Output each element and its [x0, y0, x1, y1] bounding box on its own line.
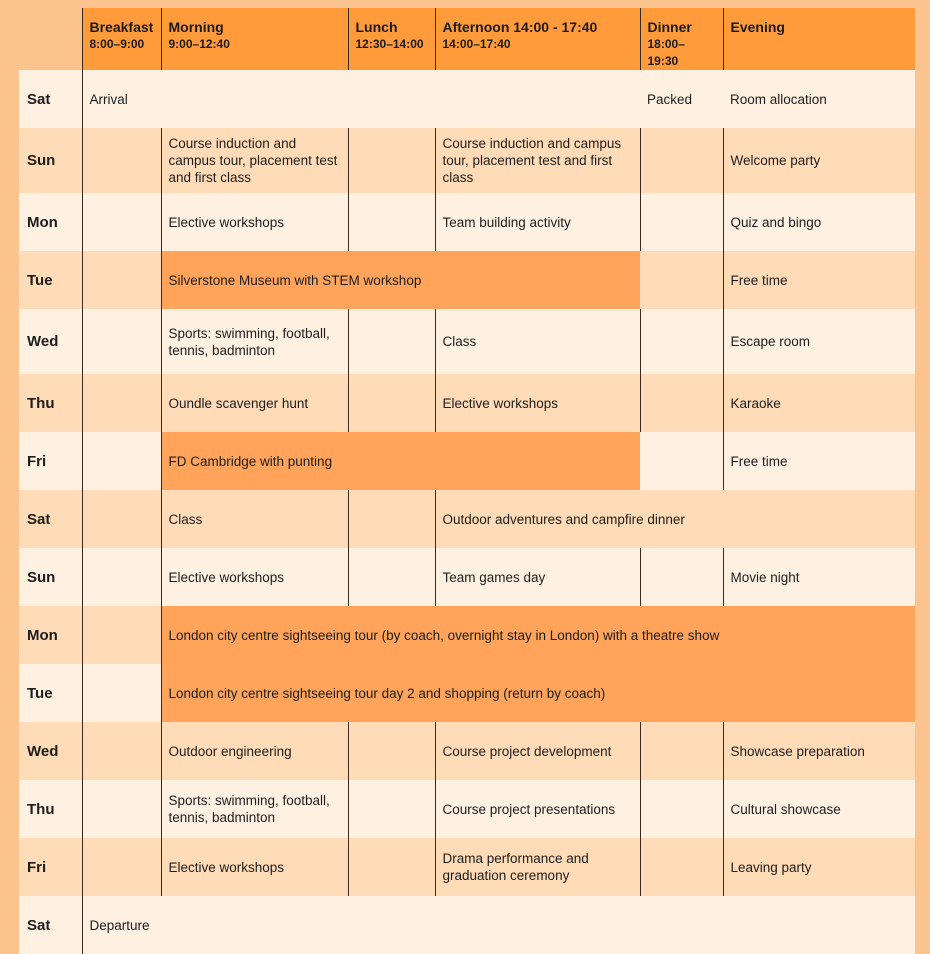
departure-cell: Departure [82, 896, 915, 954]
trip-cell: FD Cambridge with punting [161, 432, 640, 490]
table-row [19, 722, 915, 780]
trip-cell: Silverstone Museum with STEM workshop [161, 251, 640, 309]
header-evening: Evening [723, 8, 915, 70]
day-cell: Wed [19, 722, 82, 780]
afternoon-cell: Course project development [435, 722, 640, 780]
day-cell: Fri [19, 838, 82, 896]
dinner-cell [640, 838, 723, 896]
schedule-table [19, 8, 915, 954]
afternoon-cell: Course induction and campus tour, placement test and first class [435, 128, 640, 193]
evening-cell: Welcome party [723, 128, 915, 193]
dinner-cell: Packed [640, 70, 723, 128]
table-row [19, 432, 915, 490]
breakfast-cell [82, 780, 161, 838]
afternoon-cell: Team games day [435, 548, 640, 606]
table-row [19, 70, 915, 128]
dinner-cell [640, 432, 723, 490]
day-cell: Sat [19, 70, 82, 128]
afternoon-cell: Course project presentations [435, 780, 640, 838]
lunch-cell [348, 780, 435, 838]
table-row [19, 838, 915, 896]
afternoon-cell: Elective workshops [435, 374, 640, 432]
afternoon-cell: Drama performance and graduation ceremony [435, 838, 640, 896]
day-cell: Tue [19, 664, 82, 722]
header-morning: Morning 9:00–12:40 [161, 8, 348, 70]
afternoon-cell: Team building activity [435, 193, 640, 251]
table-row [19, 606, 915, 664]
evening-cell: Free time [723, 432, 915, 490]
header-dinner: Dinner 18:00–19:30 [640, 8, 723, 70]
day-cell: Mon [19, 193, 82, 251]
day-cell: Tue [19, 251, 82, 309]
evening-cell: Leaving party [723, 838, 915, 896]
dinner-cell [640, 193, 723, 251]
breakfast-cell [82, 548, 161, 606]
morning-cell: Elective workshops [161, 838, 348, 896]
breakfast-cell [82, 838, 161, 896]
table-row [19, 490, 915, 548]
dinner-cell [640, 251, 723, 309]
day-cell: Mon [19, 606, 82, 664]
afternoon-cell: Outdoor adventures and campfire dinner [435, 490, 915, 548]
day-cell: Sat [19, 490, 82, 548]
lunch-cell [348, 548, 435, 606]
morning-cell: Class [161, 490, 348, 548]
table-row [19, 193, 915, 251]
breakfast-cell [82, 309, 161, 374]
dinner-cell [640, 128, 723, 193]
evening-cell: Movie night [723, 548, 915, 606]
afternoon-cell: Class [435, 309, 640, 374]
header-lunch: Lunch 12:30–14:00 [348, 8, 435, 70]
table-row [19, 374, 915, 432]
evening-cell: Room allocation [723, 70, 915, 128]
lunch-cell [348, 490, 435, 548]
lunch-cell [348, 374, 435, 432]
morning-cell: Course induction and campus tour, placement test and first class [161, 128, 348, 193]
day-cell: Wed [19, 309, 82, 374]
evening-cell: Escape room [723, 309, 915, 374]
day-cell: Sun [19, 128, 82, 193]
table-row [19, 128, 915, 193]
breakfast-cell [82, 606, 161, 664]
evening-cell: Karaoke [723, 374, 915, 432]
breakfast-cell [82, 722, 161, 780]
evening-cell: Free time [723, 251, 915, 309]
lunch-cell [348, 722, 435, 780]
morning-cell: Elective workshops [161, 193, 348, 251]
lunch-cell [348, 128, 435, 193]
table-row [19, 664, 915, 722]
day-cell: Thu [19, 780, 82, 838]
table-row [19, 896, 915, 954]
breakfast-cell [82, 664, 161, 722]
header-breakfast: Breakfast 8:00–9:00 [82, 8, 161, 70]
trip-cell: London city centre sightseeing tour day 2 and shopping (return by coach) [161, 664, 915, 722]
evening-cell: Showcase preparation [723, 722, 915, 780]
table-row [19, 251, 915, 309]
morning-cell: Sports: swimming, football, tennis, badminton [161, 309, 348, 374]
day-cell: Fri [19, 432, 82, 490]
day-cell: Sun [19, 548, 82, 606]
dinner-cell [640, 548, 723, 606]
header-afternoon: Afternoon 14:00 - 17:40 14:00–17:40 [435, 8, 640, 70]
dinner-cell [640, 309, 723, 374]
evening-cell: Cultural showcase [723, 780, 915, 838]
header-row [19, 8, 915, 70]
dinner-cell [640, 780, 723, 838]
breakfast-cell [82, 374, 161, 432]
evening-cell: Quiz and bingo [723, 193, 915, 251]
header-corner [19, 8, 82, 70]
table-row [19, 780, 915, 838]
dinner-cell [640, 722, 723, 780]
timetable [19, 8, 915, 954]
table-row [19, 548, 915, 606]
morning-cell: Sports: swimming, football, tennis, badminton [161, 780, 348, 838]
breakfast-cell [82, 432, 161, 490]
morning-cell: Elective workshops [161, 548, 348, 606]
breakfast-cell [82, 251, 161, 309]
lunch-cell [348, 309, 435, 374]
lunch-cell [348, 193, 435, 251]
table-row [19, 309, 915, 374]
lunch-cell [348, 838, 435, 896]
breakfast-cell [82, 490, 161, 548]
day-cell: Sat [19, 896, 82, 954]
arrival-cell: Arrival [82, 70, 640, 128]
day-cell: Thu [19, 374, 82, 432]
dinner-cell [640, 374, 723, 432]
breakfast-cell [82, 128, 161, 193]
morning-cell: Outdoor engineering [161, 722, 348, 780]
breakfast-cell [82, 193, 161, 251]
trip-cell: London city centre sightseeing tour (by coach, overnight stay in London) with a theatre show [161, 606, 915, 664]
morning-cell: Oundle scavenger hunt [161, 374, 348, 432]
